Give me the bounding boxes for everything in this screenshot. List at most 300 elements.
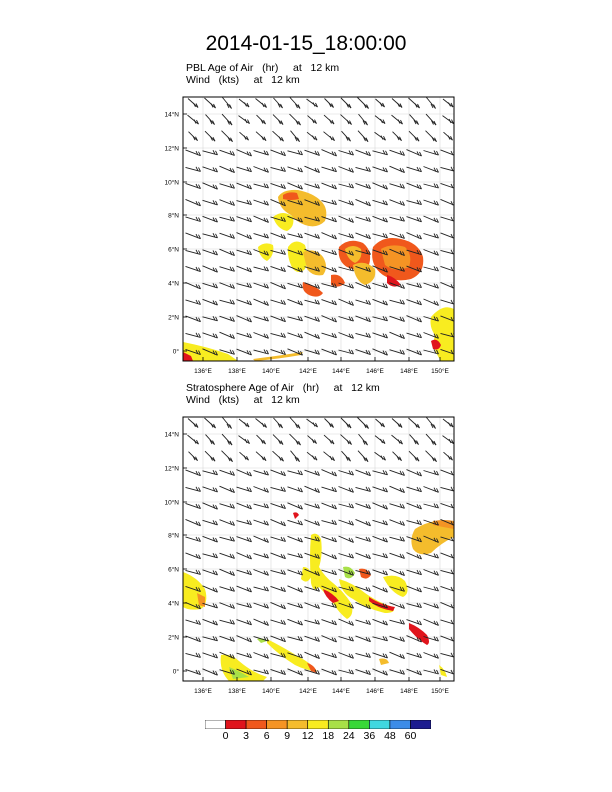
wind-barb	[254, 299, 269, 305]
wind-barb	[240, 452, 249, 460]
wind-barb	[444, 452, 453, 460]
lat-tick-label: 10°N	[164, 499, 179, 507]
colorbar-swatch	[226, 720, 247, 729]
wind-barb	[271, 470, 286, 476]
colorbar-label: 24	[342, 730, 355, 742]
wind-barb	[254, 603, 269, 608]
wind-barb	[254, 619, 269, 625]
wind-barb	[271, 333, 286, 338]
lon-tick-label: 146°E	[366, 688, 384, 695]
wind-barb	[291, 451, 300, 462]
wind-barb	[424, 266, 439, 271]
wind-barb	[271, 553, 286, 559]
wind-barb	[237, 653, 252, 658]
wind-barb	[186, 470, 201, 476]
wind-barb	[424, 586, 439, 591]
wind-barb	[424, 669, 439, 674]
wind-barb	[322, 300, 337, 305]
wind-barb	[288, 183, 303, 189]
wind-barb	[409, 131, 419, 141]
wind-barb	[322, 520, 337, 525]
wind-barb	[254, 570, 269, 576]
wind-barb	[324, 115, 334, 124]
wind-barb	[409, 451, 419, 461]
wind-barb	[324, 132, 335, 141]
wind-barb	[390, 217, 405, 222]
wind-barb	[441, 217, 456, 222]
wind-barb	[290, 418, 300, 429]
wind-barb	[271, 586, 286, 591]
wind-barb	[441, 487, 456, 492]
wind-barb	[271, 519, 286, 525]
wind-barb	[356, 150, 371, 156]
wind-barb	[390, 553, 405, 558]
lon-tick-label: 142°E	[299, 368, 317, 375]
wind-barb	[290, 434, 301, 445]
wind-barb	[390, 652, 405, 658]
wind-barb	[322, 333, 337, 338]
wind-barb	[392, 99, 402, 108]
wind-barb	[324, 435, 334, 444]
wind-barb	[288, 503, 303, 509]
colorbar-swatch	[328, 720, 349, 729]
wind-barb	[305, 150, 320, 155]
wind-barb	[390, 150, 405, 155]
lat-tick-label: 4°N	[168, 600, 179, 608]
wind-barb	[186, 620, 201, 625]
wind-barb	[254, 283, 269, 288]
wind-barb	[220, 504, 235, 509]
wind-barb	[288, 283, 303, 288]
wind-barb	[390, 233, 405, 238]
wind-barb	[203, 233, 218, 238]
wind-barb	[322, 553, 337, 559]
wind-barb	[186, 233, 201, 239]
wind-barb	[273, 451, 284, 461]
wind-barb	[220, 520, 235, 526]
wind-barb	[237, 283, 252, 288]
wind-barb	[426, 114, 436, 125]
colorbar-label: 60	[404, 730, 417, 742]
wind-barb	[392, 115, 403, 124]
wind-barb	[305, 652, 320, 658]
wind-barb	[188, 115, 199, 124]
wind-barb	[271, 487, 286, 492]
wind-barb	[254, 216, 269, 222]
wind-barb	[410, 435, 419, 445]
panel1-subtitle-2: Wind (kts) at 12 km	[186, 74, 300, 86]
wind-barb	[424, 234, 439, 239]
wind-barb	[186, 300, 201, 305]
wind-barb	[426, 451, 437, 462]
wind-barb	[356, 217, 371, 222]
lon-tick-label: 148°E	[400, 368, 418, 375]
wind-barb	[308, 116, 317, 124]
colorbar-label: 6	[263, 730, 270, 742]
wind-barb	[375, 452, 386, 460]
wind-barb	[220, 486, 235, 492]
wind-barb	[188, 99, 198, 108]
wind-barb	[322, 200, 337, 205]
wind-barb	[220, 587, 235, 592]
wind-barb	[305, 504, 320, 509]
wind-barb	[189, 452, 198, 461]
wind-barb	[237, 150, 252, 156]
wind-barb	[443, 116, 454, 124]
wind-barb	[424, 167, 439, 173]
wind-barb	[220, 217, 235, 222]
wind-barb	[322, 150, 337, 156]
wind-barb	[325, 99, 334, 108]
wind-barb	[358, 451, 368, 462]
wind-barb	[441, 620, 456, 625]
wind-barb	[237, 300, 252, 305]
wind-barb	[237, 570, 252, 575]
wind-barb	[390, 620, 405, 625]
colorbar-label: 12	[301, 730, 314, 742]
wind-barb	[271, 233, 286, 239]
wind-barb	[186, 537, 201, 542]
wind-barb	[443, 436, 454, 444]
wind-barb	[410, 115, 419, 125]
wind-barb	[288, 520, 303, 525]
wind-barb	[220, 267, 235, 272]
wind-barb	[254, 586, 269, 591]
lon-tick-label: 138°E	[228, 688, 246, 695]
lon-tick-label: 136°E	[194, 688, 212, 695]
wind-barb	[271, 503, 286, 508]
wind-barb	[288, 167, 303, 172]
wind-barb	[188, 419, 198, 428]
wind-barb	[390, 537, 405, 542]
wind-barb	[237, 217, 252, 222]
wind-barb	[441, 199, 456, 205]
wind-barb	[203, 167, 218, 172]
wind-barb	[424, 619, 439, 625]
wind-barb	[441, 183, 456, 188]
wind-barb	[441, 570, 456, 575]
wind-barb	[441, 167, 456, 172]
wind-barb	[444, 132, 453, 140]
wind-barb	[186, 150, 201, 156]
wind-barb	[356, 620, 371, 625]
wind-barb	[322, 487, 337, 492]
wind-barb	[257, 115, 266, 124]
wind-barb	[222, 114, 232, 125]
lon-tick-label: 140°E	[262, 368, 280, 375]
wind-barb	[271, 282, 286, 288]
wind-barb	[356, 349, 371, 354]
wind-barb	[322, 250, 337, 255]
wind-barb	[254, 487, 269, 493]
lon-tick-label: 140°E	[262, 688, 280, 695]
wind-barb	[220, 150, 235, 155]
page-title: 2014-01-15_18:00:00	[205, 32, 407, 55]
wind-barb	[441, 300, 456, 305]
colorbar-swatch	[287, 720, 308, 729]
wind-barb	[393, 132, 402, 141]
wind-barb	[409, 98, 420, 108]
colorbar-swatch	[267, 720, 288, 729]
wind-barb	[390, 569, 405, 575]
wind-barb	[237, 553, 252, 559]
wind-barb	[271, 669, 286, 674]
wind-barb	[237, 333, 252, 338]
lat-axis	[164, 431, 187, 676]
map-panel-pbl	[164, 97, 454, 375]
wind-barb	[356, 537, 371, 542]
wind-barb	[424, 299, 439, 305]
wind-barb	[203, 266, 218, 272]
wind-barb	[237, 266, 252, 272]
wind-barb	[237, 487, 252, 492]
wind-barb	[220, 200, 235, 206]
wind-barb	[186, 669, 201, 674]
wind-barb	[392, 419, 402, 428]
wind-barb	[288, 619, 303, 625]
wind-barb	[220, 166, 235, 172]
wind-barb	[222, 451, 233, 462]
wind-barb	[237, 586, 252, 592]
wind-barb	[254, 151, 269, 156]
wind-barb	[271, 349, 286, 354]
wind-barb	[186, 553, 201, 559]
wind-barb	[206, 435, 215, 445]
lon-tick-label: 144°E	[332, 688, 350, 695]
wind-barb	[426, 131, 437, 142]
colorbar-swatch	[390, 720, 411, 729]
wind-barb	[356, 167, 371, 172]
wind-barb	[203, 487, 218, 492]
wind-barb	[223, 418, 232, 429]
wind-barb	[222, 131, 233, 142]
lat-tick-label: 14°N	[164, 431, 179, 439]
wind-barb	[203, 570, 218, 575]
wind-barb	[390, 520, 405, 526]
wind-barb	[305, 184, 320, 189]
wind-barb	[237, 470, 252, 476]
wind-barb	[220, 553, 235, 558]
wind-barb	[390, 470, 405, 475]
lat-tick-label: 2°N	[168, 314, 179, 322]
wind-barb	[441, 553, 456, 559]
wind-barb	[254, 554, 269, 559]
wind-barb	[424, 216, 439, 222]
wind-barb	[443, 419, 453, 427]
wind-barb	[237, 316, 252, 322]
wind-barb	[203, 200, 218, 205]
wind-barb	[220, 603, 235, 609]
wind-barb	[186, 570, 201, 575]
wind-barb	[220, 184, 235, 189]
lat-tick-label: 8°N	[168, 212, 179, 220]
wind-barb	[203, 333, 218, 338]
wind-barb	[308, 436, 317, 444]
wind-barb	[205, 131, 215, 141]
lon-tick-label: 142°E	[299, 688, 317, 695]
wind-barb	[239, 436, 250, 444]
lat-tick-label: 6°N	[168, 566, 179, 574]
wind-barb	[271, 537, 286, 542]
wind-barb	[239, 116, 250, 124]
wind-barb	[273, 115, 283, 125]
wind-barb	[390, 300, 405, 305]
wind-barb	[305, 470, 320, 475]
wind-barb	[203, 619, 218, 625]
wind-barb	[441, 503, 456, 508]
wind-barb	[359, 434, 368, 445]
wind-barb	[305, 350, 320, 355]
wind-barb	[257, 435, 266, 444]
wind-barb	[205, 451, 215, 461]
wind-barb	[305, 620, 320, 625]
wind-barb	[390, 504, 405, 509]
wind-barb	[307, 452, 317, 460]
lat-tick-label: 0°	[172, 668, 179, 676]
lat-tick-label: 10°N	[164, 179, 179, 187]
wind-barb	[441, 150, 456, 156]
wind-barb	[322, 620, 337, 625]
wind-barb	[237, 603, 252, 608]
wind-barb	[307, 132, 317, 140]
wind-barb	[271, 167, 286, 172]
wind-barb	[256, 419, 267, 428]
wind-barb	[254, 266, 269, 271]
wind-barb	[356, 199, 371, 205]
wind-barb	[288, 669, 303, 675]
wind-barb	[358, 131, 368, 142]
wind-barb	[441, 266, 456, 271]
wind-barb	[186, 282, 201, 288]
wind-barb	[237, 537, 252, 542]
lat-tick-label: 0°	[172, 348, 179, 356]
wind-barb	[203, 669, 218, 675]
wind-barb	[254, 520, 269, 525]
wind-barb	[237, 620, 252, 625]
wind-barb	[288, 570, 303, 575]
wind-barb	[220, 332, 235, 338]
wind-barb	[254, 503, 269, 508]
wind-barb	[203, 503, 218, 509]
panel1-subtitle-1: PBL Age of Air (hr) at 12 km	[186, 62, 340, 74]
colorbar-swatch	[205, 720, 226, 729]
panel2-subtitle-1: Stratosphere Age of Air (hr) at 12 km	[186, 382, 380, 394]
wind-barb	[305, 486, 320, 492]
colorbar-swatch	[369, 720, 390, 729]
wind-barb	[254, 653, 269, 659]
wind-barb	[424, 570, 439, 576]
colorbar-swatch	[410, 720, 431, 729]
wind-barb	[376, 99, 385, 107]
lat-tick-label: 4°N	[168, 280, 179, 288]
lon-tick-label: 138°E	[228, 368, 246, 375]
wind-barb	[443, 99, 453, 107]
wind-barb	[256, 132, 266, 141]
wind-barb	[305, 166, 320, 172]
wind-barb	[322, 183, 337, 189]
colorbar-swatch	[308, 720, 329, 729]
wind-barb	[376, 419, 385, 427]
wind-barb	[237, 636, 252, 642]
wind-barb	[203, 150, 218, 155]
wind-barb	[186, 217, 201, 222]
wind-barb	[274, 98, 283, 108]
lon-tick-label: 150°E	[431, 688, 449, 695]
wind-barb	[424, 487, 439, 493]
wind-barb	[254, 183, 269, 188]
wind-barb	[356, 300, 371, 305]
lat-tick-label: 12°N	[164, 465, 179, 473]
wind-barb	[375, 132, 386, 140]
lat-tick-label: 6°N	[168, 246, 179, 254]
wind-barb	[254, 167, 269, 173]
lon-tick-label: 148°E	[400, 688, 418, 695]
wind-barb	[358, 418, 369, 429]
wind-barb	[341, 98, 351, 108]
wind-barb	[322, 653, 337, 658]
wind-barb	[206, 115, 215, 125]
lon-tick-label: 146°E	[366, 368, 384, 375]
wind-barb	[424, 653, 439, 659]
wind-barb	[356, 233, 371, 239]
wind-barb	[390, 350, 405, 355]
wind-barb	[322, 233, 337, 239]
wind-barb	[288, 333, 303, 338]
wind-barb	[441, 602, 456, 608]
wind-barb	[220, 569, 235, 575]
colorbar-label: 0	[222, 730, 229, 742]
wind-barb	[305, 300, 320, 305]
wind-barb	[325, 419, 334, 428]
wind-barb	[237, 200, 252, 205]
wind-barb	[203, 536, 218, 542]
wind-barb	[203, 299, 218, 305]
wind-barb	[290, 98, 300, 109]
colorbar-label: 3	[243, 730, 249, 742]
wind-barb	[188, 435, 199, 444]
wind-barb	[254, 471, 269, 476]
colorbar-swatch	[246, 720, 267, 729]
wind-barb	[186, 653, 201, 658]
wind-barb	[288, 487, 303, 492]
wind-barb	[240, 132, 249, 140]
wind-barb	[271, 150, 286, 156]
wind-barb	[256, 452, 266, 461]
wind-barb	[426, 434, 436, 445]
wind-barb	[427, 98, 436, 109]
wind-barb	[424, 283, 439, 288]
wind-barb	[441, 653, 456, 658]
wind-barb	[288, 233, 303, 238]
wind-barb	[271, 602, 286, 608]
wind-barb	[237, 349, 252, 355]
wind-barb	[220, 300, 235, 305]
wind-barb	[186, 266, 201, 271]
lat-axis	[164, 111, 187, 356]
wind-barb	[322, 537, 337, 542]
wind-barb	[254, 333, 269, 339]
wind-barb	[356, 333, 371, 338]
wind-barb	[441, 282, 456, 288]
wind-barb	[220, 537, 235, 542]
wind-barb	[356, 519, 371, 525]
wind-barb	[205, 98, 216, 108]
wind-barb	[203, 183, 218, 189]
wind-barb	[186, 503, 201, 508]
wind-barb	[222, 434, 232, 445]
wind-barb	[322, 316, 337, 322]
wind-barb	[322, 669, 337, 675]
